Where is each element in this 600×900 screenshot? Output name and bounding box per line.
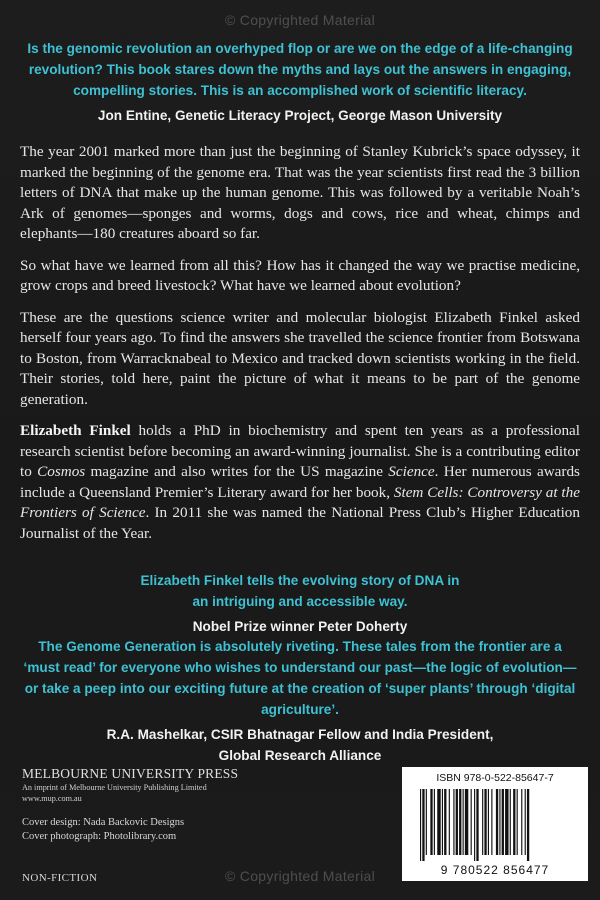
barcode-bar (525, 789, 526, 855)
cover-design-credit: Cover design: Nada Backovic Designs (22, 817, 185, 828)
review-quote-entine (20, 38, 580, 126)
blurb-paragraph-1: The year 2001 marked more than just the beginning of Stanley Kubrick’s space odyssey, it marked the beginning of the genome era. That was the year scientists first read the 3 billion letters of DNA that make up the human genome. This was followed by a veritable Noah’s Ark of genomes—sponges and worms, dogs and cows, rice and wheat, chimps and elephants—180 creatures aboard so far. (20, 143, 580, 242)
barcode-bar (484, 789, 486, 855)
barcode-bar (488, 789, 489, 855)
barcode-bar (430, 789, 432, 855)
blurb-paragraph-2: So what have we learned from all this? How has it changed the way we practise medicine, grow crops and breed livestock? What have we learned about evolution? (20, 256, 580, 294)
isbn-label: ISBN 978-0-522-85647-7 (436, 772, 554, 784)
barcode-bar (463, 789, 464, 855)
barcode-bar (437, 789, 440, 855)
barcode-bar (434, 789, 435, 855)
barcode-bar (510, 789, 511, 855)
blurb (20, 142, 580, 555)
review-quote-doherty (20, 570, 580, 637)
barcode-bar (502, 789, 504, 855)
genre-label: NON-FICTION (22, 872, 98, 884)
barcode-bar (471, 789, 472, 855)
barcode-bar (505, 789, 508, 855)
review-quote-mashelkar (20, 636, 580, 766)
blurb-paragraph-3: These are the questions science writer and molecular biologist Elizabeth Finkel asked herself four years ago. To find the answers she travelled the science frontier from Botswana to Boston, from Warracknabeal to Mexico and tracked down scientists working in the field. Their stories, told here, paint the picture of what it means to be part of the genome generation. (20, 308, 580, 408)
publisher-name: MELBOURNE UNIVERSITY PRESS (22, 766, 239, 781)
barcode-bar (513, 789, 515, 855)
barcode-bar (453, 789, 454, 855)
barcode-bar (517, 789, 518, 855)
author-bio: Elizabeth Finkel holds a PhD in biochemistry and spent ten years as a professional research scientist before becoming an award-winning journalist. She is a contributing editor to Cosmos magazine and also writes for the US magazine Science. Her numerous awards include a Queensland Premier’s Literary award for her book, Stem Cells: Controversy at the Frontiers of Science. In 2011 she was named the National Press Club’s Higher Education Journalist of the Year. (20, 422, 581, 542)
barcode-bar (422, 789, 424, 861)
barcode-bar (482, 789, 483, 855)
quote-text: The Genome Generation is absolutely riveting. These tales from the frontier are a ‘must read’ for everyone who wishes to understand our past—the logic of evolution—or take a peep into our exciting future at the creation of ‘super plants’ through ‘digital agriculture’. (23, 639, 577, 717)
quote-attribution-line-2: Global Research Alliance (218, 748, 382, 763)
barcode-bar (459, 789, 461, 855)
barcode-bar (527, 789, 529, 861)
barcode-bar (474, 789, 475, 861)
quote-attribution: Jon Entine, Genetic Literacy Project, George Mason University (97, 108, 503, 123)
barcode-bar (442, 789, 443, 855)
copyright-watermark-bottom: © Copyrighted Material (225, 868, 375, 884)
quote-attribution: Nobel Prize winner Peter Doherty (192, 619, 408, 634)
barcode-bar (521, 789, 522, 855)
barcode-bar (420, 789, 421, 861)
quote-text: Is the genomic revolution an overhyped flop or are we on the edge of a life-changing revolution? This book stares down the myths and lays out the answers in engaging, compelling stories. This is an accomplished work of scientific literacy. (27, 41, 573, 98)
magazine-title-science: Science (388, 463, 435, 480)
quote-text: Elizabeth Finkel tells the evolving story of DNA in an intriguing and accessible way. (140, 573, 460, 609)
barcode-icon (420, 789, 570, 861)
publisher-block (22, 766, 322, 844)
copyright-watermark-top: © Copyrighted Material (225, 12, 375, 28)
book-title: Stem Cells: Controversy at the Frontiers of Science (20, 483, 580, 521)
quote-attribution-line-1: R.A. Mashelkar, CSIR Bhatnagar Fellow and India President, (106, 727, 494, 742)
publisher-website: www.mup.com.au (22, 794, 82, 803)
barcode-bar (496, 789, 498, 855)
barcode-number: 9 780522 856477 (440, 863, 550, 877)
barcode-bar (491, 789, 492, 855)
barcode-bar (449, 789, 450, 855)
barcode-bar (499, 789, 500, 855)
barcode-bar (456, 789, 458, 855)
barcode-bar (426, 789, 427, 855)
barcode-box (402, 767, 588, 881)
barcode-bar (444, 789, 446, 855)
barcode-bar (476, 789, 478, 861)
publisher-imprint: An imprint of Melbourne University Publishing Limited (22, 783, 207, 792)
author-name: Elizabeth Finkel (20, 422, 131, 439)
barcode-bar (465, 789, 468, 855)
cover-photo-credit: Cover photograph: Photolibrary.com (22, 831, 177, 842)
magazine-title-cosmos: Cosmos (37, 463, 86, 480)
